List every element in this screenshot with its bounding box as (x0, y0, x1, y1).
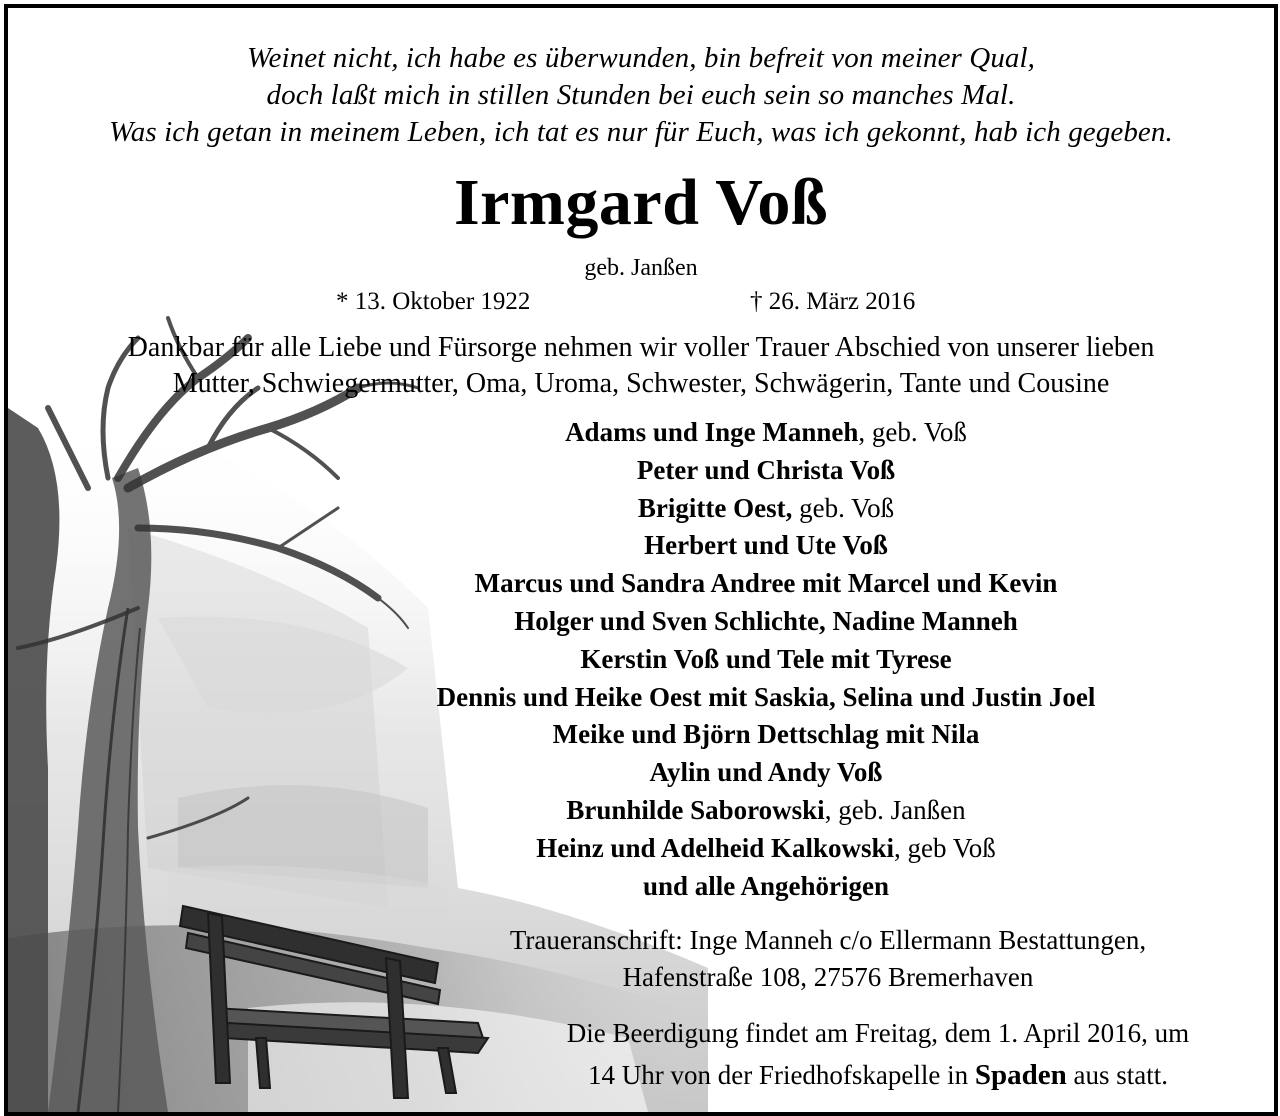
mourners-list (258, 414, 1274, 905)
verse-line: Weinet nicht, ich habe es überwunden, bin befreit von meiner Qual, (246, 42, 1036, 74)
funeral-info (468, 1012, 1278, 1096)
funeral-line (468, 1054, 1278, 1096)
deceased-name: Irmgard Voß (453, 166, 829, 239)
mourner-name: Adams und Inge Manneh (565, 417, 859, 447)
mourner-name: Marcus und Sandra Andree mit Marcel und Kevin (474, 568, 1058, 599)
mourner-name: Heinz und Adelheid Kalkowski (536, 832, 895, 863)
mourner-row (258, 754, 1274, 792)
verse-line: Was ich getan in meinem Leben, ich tat es nur für Euch, was ich gekonnt, hab ich gegeben. (109, 116, 1173, 148)
mourner-name: Peter und Christa Voß (636, 454, 896, 485)
mourner-row (258, 603, 1274, 641)
mourner-name: Meike und Björn Dettschlag mit Nila (552, 719, 980, 750)
mourner-name: Dennis und Heike Oest mit Saskia, Selina und Justin Joel (436, 681, 1096, 712)
mourner-note: geb. Voß (792, 492, 895, 523)
mourner-row (258, 565, 1274, 603)
mourner-row (258, 792, 1274, 830)
mourner-name: Aylin und Andy Voß (649, 757, 883, 788)
funeral-place: Spaden (974, 1059, 1067, 1091)
mourner-name: Kerstin Voß und Tele mit Tyrese (580, 643, 952, 674)
obituary-notice (4, 4, 1278, 1116)
mourner-name: Herbert und Ute Voß (644, 530, 888, 561)
mourner-row (258, 679, 1274, 717)
mourner-row (258, 716, 1274, 754)
mourner-note: , geb. Voß (858, 417, 967, 447)
death-date: † 26. März 2016 (750, 288, 916, 315)
mourner-name: und alle Angehörigen (642, 870, 890, 901)
mourning-address (408, 922, 1248, 996)
mourner-name: Holger und Sven Schlichte, Nadine Manneh (514, 605, 1018, 636)
funeral-text: 14 Uhr von der Friedhofskapelle in (587, 1060, 975, 1090)
mourner-row (258, 452, 1274, 490)
verse-line: doch laßt mich in stillen Stunden bei euch sein so manches Mal. (266, 79, 1016, 111)
birth-date: * 13. Oktober 1922 (336, 288, 531, 315)
mourner-note: , geb Voß (894, 832, 996, 863)
mourner-row (258, 527, 1274, 565)
verse (8, 40, 1274, 151)
mourner-note: , geb. Janßen (824, 794, 966, 825)
mourner-row (258, 414, 1274, 452)
funeral-text: aus statt. (1066, 1060, 1169, 1090)
address-line: Traueranschrift: Inge Manneh c/o Ellermann Bestattungen, (509, 925, 1147, 955)
born-name: geb. Janßen (584, 255, 698, 281)
mourner-name: Brigitte Oest, (637, 492, 793, 523)
address-line: Hafenstraße 108, 27576 Bremerhaven (622, 962, 1034, 992)
mourner-row (258, 641, 1274, 679)
mourner-row (258, 490, 1274, 528)
intro-line: Mutter, Schwiegermutter, Oma, Uroma, Schwester, Schwägerin, Tante und Cousine (172, 368, 1110, 399)
mourner-name: Brunhilde Saborowski (566, 794, 825, 825)
mourner-row (258, 830, 1274, 868)
funeral-line: Die Beerdigung findet am Freitag, dem 1. April 2016, um (566, 1018, 1190, 1048)
intro-line: Dankbar für alle Liebe und Fürsorge nehmen wir voller Trauer Abschied von unserer lieben (127, 332, 1155, 363)
intro-text (8, 330, 1274, 402)
mourner-row (258, 868, 1274, 906)
